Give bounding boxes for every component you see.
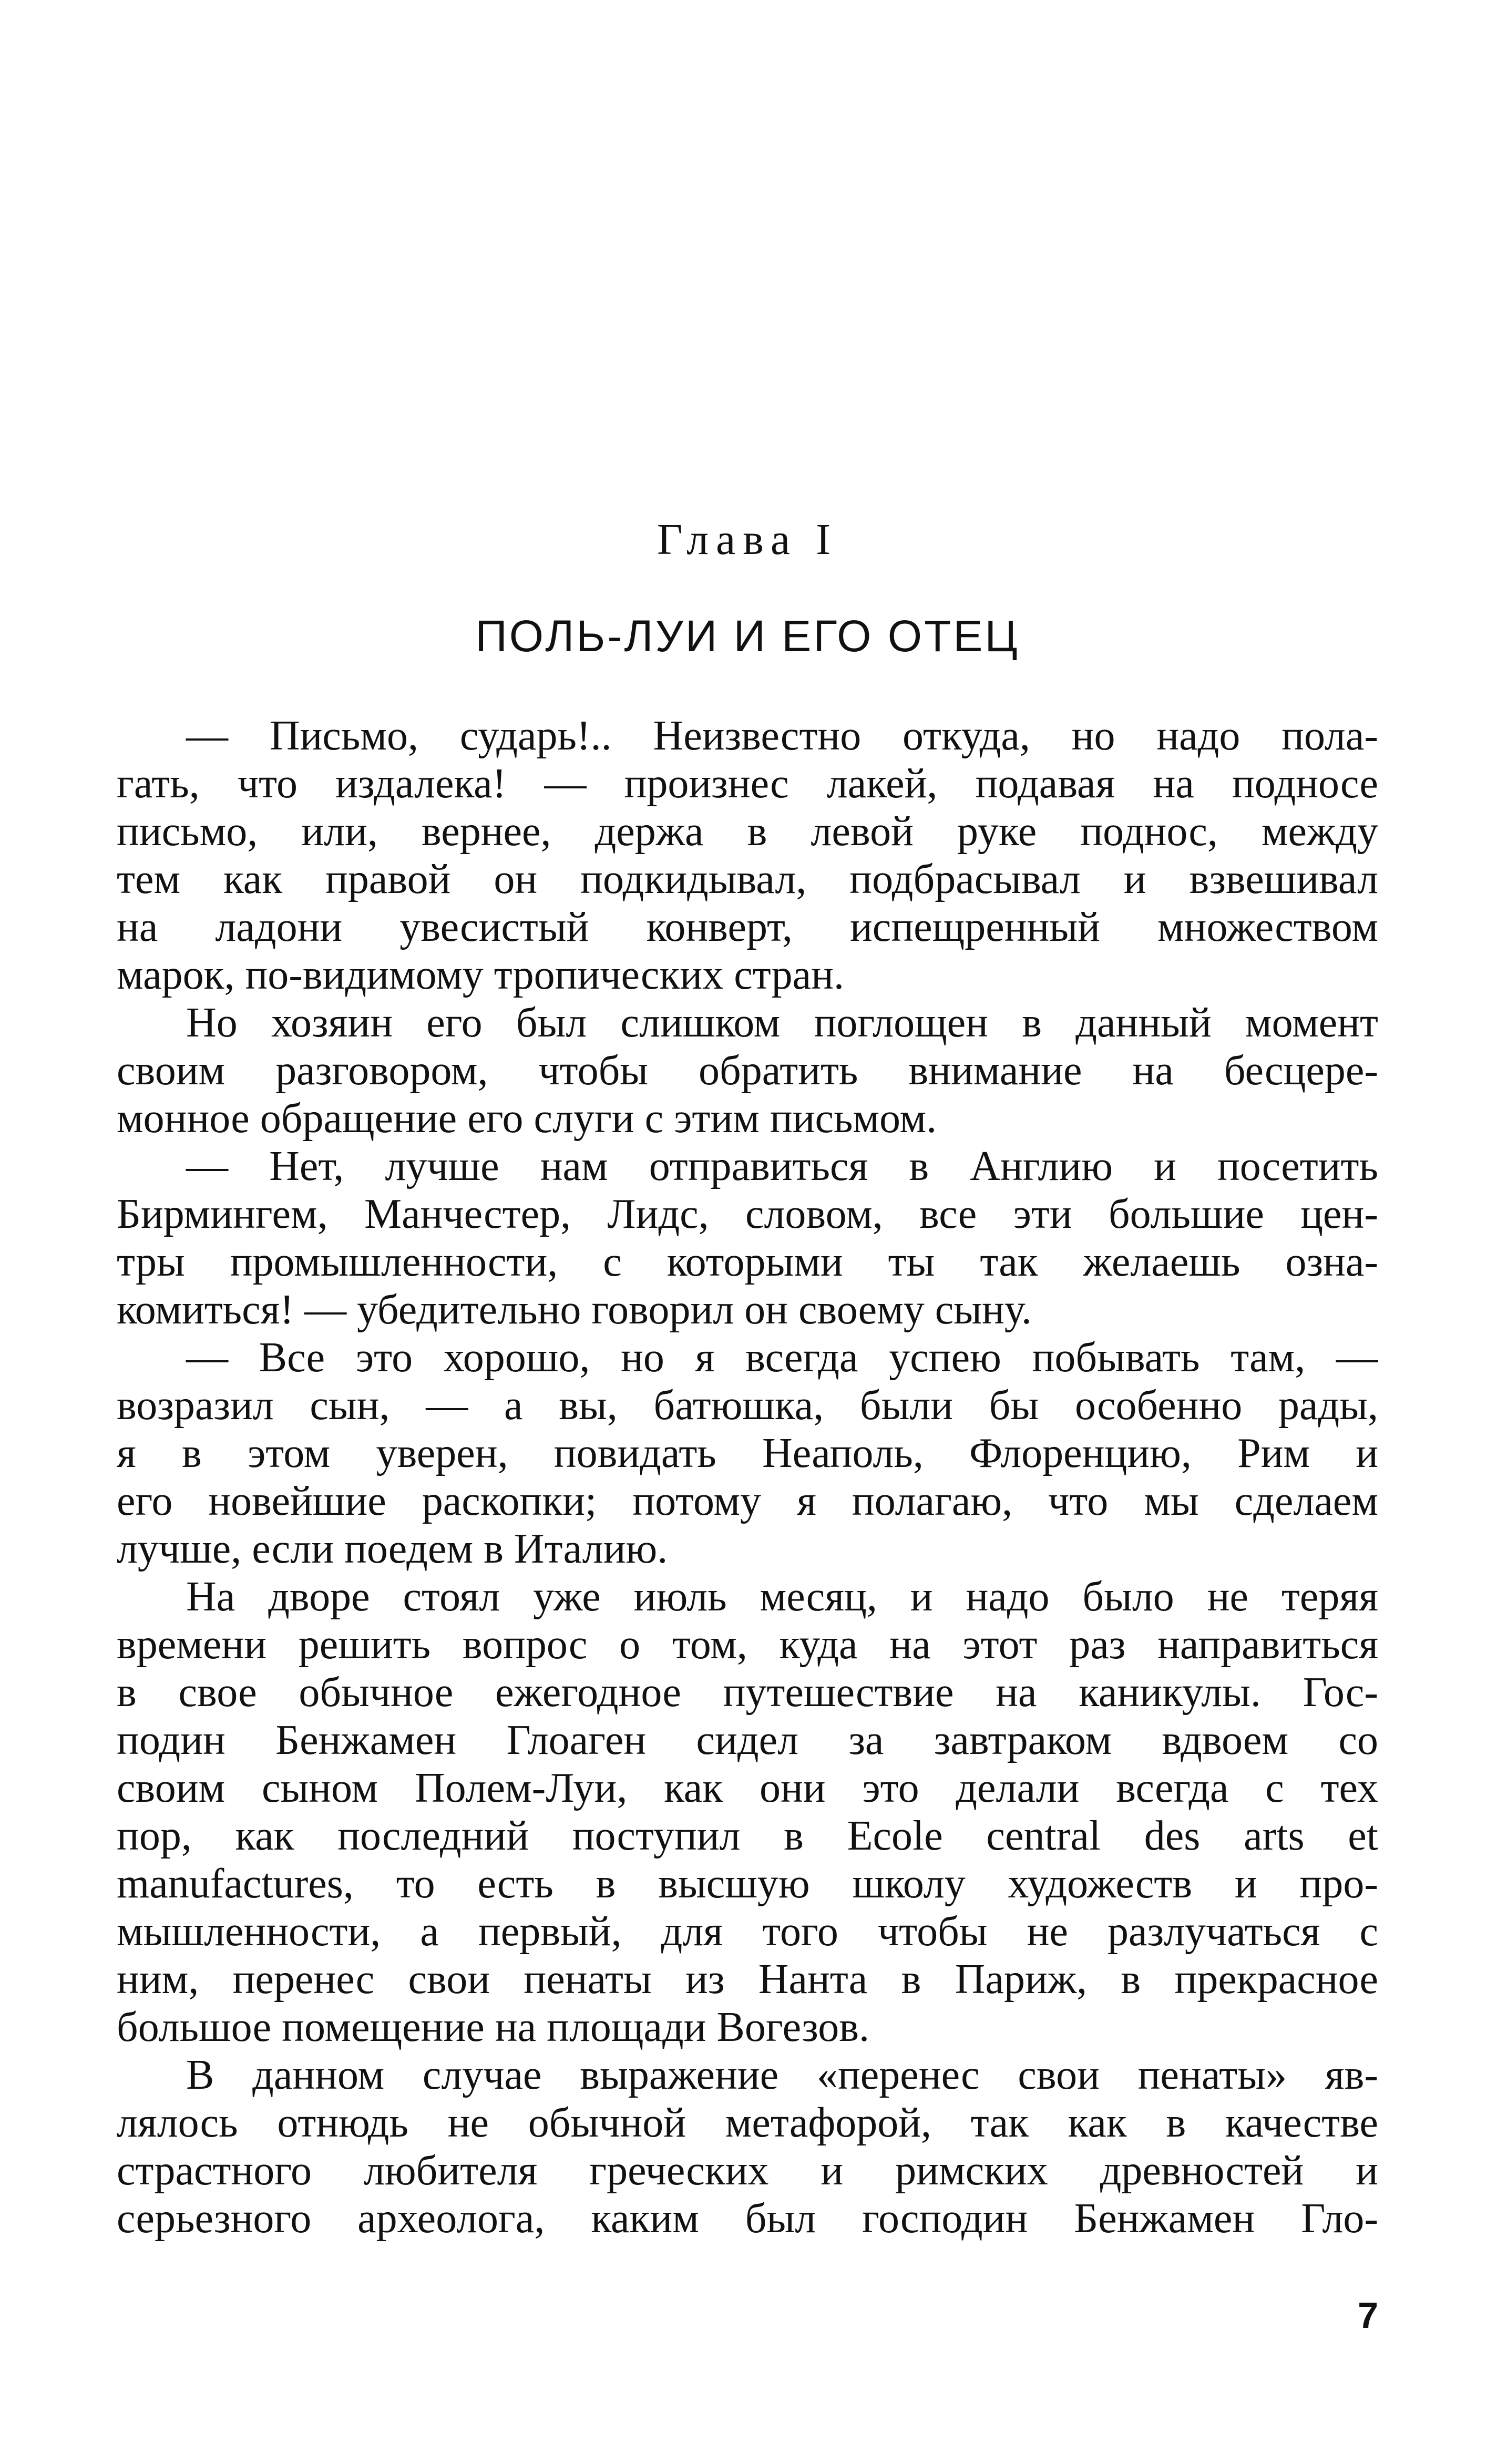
- text-line: Бирмингем, Манчестер, Лидс, словом, все эти большие цен-: [117, 1191, 1378, 1237]
- text-line: manufactures, то есть в высшую школу художеств и про-: [117, 1861, 1378, 1907]
- book-page: [117, 0, 1378, 2464]
- text-line: серьезного археолога, каким был господин Бенжамен Гло-: [117, 2195, 1378, 2242]
- text-line: — Нет, лучше нам отправиться в Англию и посетить: [186, 1143, 1378, 1189]
- text-line: письмо, или, вернее, держа в левой руке поднос, между: [117, 808, 1378, 855]
- text-line: монное обращение его слуги с этим письмом.: [117, 1095, 937, 1142]
- text-line: своим разговором, чтобы обратить внимание на бесцере-: [117, 1048, 1378, 1094]
- text-line: тем как правой он подкидывал, подбрасывал и взвешивал: [117, 856, 1378, 902]
- text-line: в свое обычное ежегодное путешествие на каникулы. Гос-: [117, 1669, 1378, 1716]
- text-line: пор, как последний поступил в Ecole central des arts et: [117, 1813, 1378, 1859]
- text-line: комиться! — убедительно говорил он своему сыну.: [117, 1287, 1032, 1333]
- text-line: гать, что издалека! — произнес лакей, подавая на подносе: [117, 761, 1378, 807]
- text-line: марок, по-видимому тропических стран.: [117, 952, 844, 998]
- text-line: времени решить вопрос о том, куда на этот раз направиться: [117, 1621, 1378, 1668]
- text-line: лялось отнюдь не обычной метафорой, так как в качестве: [117, 2100, 1378, 2146]
- text-line: — Все это хорошо, но я всегда успею побывать там, —: [186, 1334, 1378, 1381]
- text-line: ним, перенес свои пенаты из Нанта в Париж, в прекрасное: [117, 1956, 1378, 2003]
- text-line: на ладони увесистый конверт, испещренный множеством: [117, 904, 1378, 950]
- text-line: большое помещение на площади Вогезов.: [117, 2004, 869, 2050]
- chapter-label: Глава I: [657, 515, 838, 564]
- text-line: подин Бенжамен Глоаген сидел за завтраком вдвоем со: [117, 1717, 1378, 1763]
- text-line: В данном случае выражение «перенес свои пенаты» яв-: [186, 2052, 1378, 2098]
- text-line: тры промышленности, с которыми ты так желаешь озна-: [117, 1239, 1378, 1285]
- body-text: [117, 712, 1378, 2243]
- text-line: я в этом уверен, повидать Неаполь, Флоренцию, Рим и: [117, 1430, 1378, 1476]
- text-line: страстного любителя греческих и римских древностей и: [117, 2148, 1378, 2194]
- text-line: — Письмо, сударь!.. Неизвестно откуда, но надо пола-: [186, 713, 1378, 759]
- text-line: своим сыном Полем-Луи, как они это делали всегда с тех: [117, 1765, 1378, 1811]
- text-line: Но хозяин его был слишком поглощен в данный момент: [186, 1000, 1378, 1046]
- text-line: возразил сын, — а вы, батюшка, были бы особенно рады,: [117, 1382, 1378, 1429]
- chapter-title: ПОЛЬ-ЛУИ И ЕГО ОТЕЦ: [475, 611, 1020, 661]
- text-line: мышленности, а первый, для того чтобы не разлучаться с: [117, 1908, 1378, 1955]
- text-line: На дворе стоял уже июль месяц, и надо было не теряя: [186, 1574, 1378, 1620]
- text-line: его новейшие раскопки; потому я полагаю, что мы сделаем: [117, 1478, 1378, 1524]
- text-line: лучше, если поедем в Италию.: [117, 1526, 668, 1572]
- page-number: 7: [1358, 2295, 1378, 2336]
